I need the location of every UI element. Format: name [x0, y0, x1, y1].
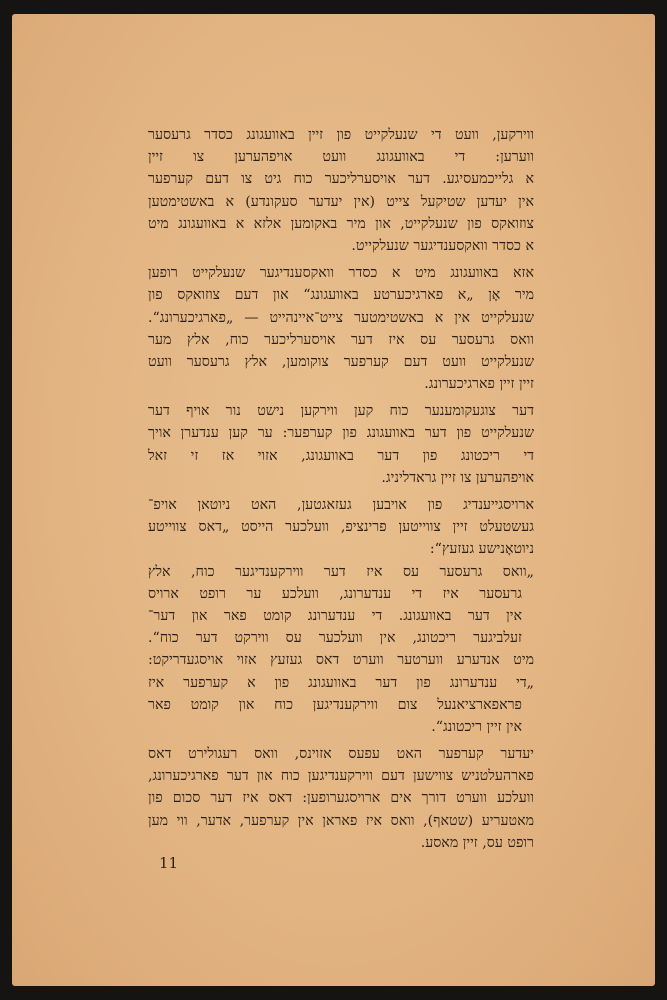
- text-line: ניוטאָנישע געזעץ“:: [429, 541, 534, 558]
- text-line: מאטעריע (שטאף), וואס איז פאראן אין קערפער, אדער, ווי מען: [148, 812, 534, 829]
- text-line: אין דער באוועגונג. די ענדערונג קומט פאר און דער־: [148, 607, 522, 624]
- text-line: א כסדר וואקסענדיגער שנעלקייט.: [351, 237, 534, 254]
- text-line: יעדער קערפער האט עפעס אזוינס, וואס רעגולירט דאס: [148, 746, 534, 763]
- text-line: ווערען: די באוועגונג וועט אויפהערען צו זיין: [148, 149, 534, 166]
- text-line: שנעלקייט וועט דעם קערפער צוקומען, אלץ גרעסער וועט: [148, 353, 534, 370]
- text-line: מיט אנדערע ווערטער ווערט דאס געזעץ אזוי אויסגעדריקט:: [148, 652, 534, 669]
- text-line: שנעלקייט אין א באשטימטער צייט־איינהייט — „פארגיכערונג“.: [148, 309, 534, 326]
- text-line: זעלביגער ריכטונג, אין וועלכער עס ווירקט דער כוח“.: [148, 630, 522, 647]
- text-line: „די ענדערונג פון דער באוועגונג פון א קערפער איז: [148, 674, 534, 691]
- text-line: די ריכטונג פון דער באוועגונג, אזוי אז זי זאל: [148, 447, 534, 464]
- body-text: [148, 124, 534, 854]
- text-line: אין יעדען שטיקעל צייט (אין יעדער סעקונדע) א באשטימטען: [148, 193, 534, 210]
- text-line: מיר אָן „א פארגיכערטע באוועגונג“ און דעם צוזואקס פון: [148, 287, 534, 304]
- text-line: פראפארציאנעל צום ווירקענדיגען כוח און קומט פאר: [148, 696, 522, 713]
- text-line: געשטעלט זיין צווייטען פרינציפ, וועלכער הייסט „דאס צווייטע: [148, 519, 534, 536]
- text-line: שנעלקייט פון דער באוועגונג פון קערפער: ער קען ענדערן אויך: [148, 425, 534, 442]
- text-line: דער צוגעקומענער כוח קען ווירקען נישט נור אויף דער: [148, 403, 534, 420]
- text-line: א גלייכמעסיגע. דער אויסערליכער כוח גיט צו דעם קערפער: [148, 171, 534, 188]
- text-line: וואס גרעסער עס איז דער אויסערליכער כוח, אלץ מער: [148, 331, 534, 348]
- page-number: 11: [159, 854, 179, 872]
- text-line: ווירקען, וועט די שנעלקייט פון זיין באוועגונג כסדר גרעסער: [148, 127, 534, 143]
- book-page: [12, 14, 655, 986]
- text-line: רופט עס, זיין מאסע.: [420, 834, 534, 851]
- text-line: אויפהערען צו זיין גראדליניג.: [381, 469, 534, 486]
- text-line: „וואס גרעסער עס איז דער ווירקענדיגער כוח, אלץ: [148, 563, 534, 580]
- text-line: וועלכע ווערט דורך אים ארויסגערופען: דאס איז דער סכום פון: [148, 790, 534, 807]
- text-line: זיין זיין פארגיכערונג.: [424, 376, 534, 393]
- text-line: גרעסער איז די ענדערונג, וועלכע ער רופט ארויס: [148, 585, 522, 602]
- text-line: ארויסגייענדיג פון אויבען געזאגטען, האט ניוטאן אויפ־: [148, 497, 534, 513]
- text-line: אין זיין ריכטונג“.: [431, 718, 522, 735]
- text-line: צוזואקס פון שנעלקייט, און מיר באקומען אלזא א באוועגונג מיט: [148, 215, 534, 232]
- text-line: אזא באוועגונג מיט א כסדר וואקסענדיגער שנעלקייט רופען: [148, 265, 534, 282]
- text-line: פארהעלטניש צווישען דעם ווירקענדיגען כוח און דער פארגיכערונג,: [148, 768, 534, 785]
